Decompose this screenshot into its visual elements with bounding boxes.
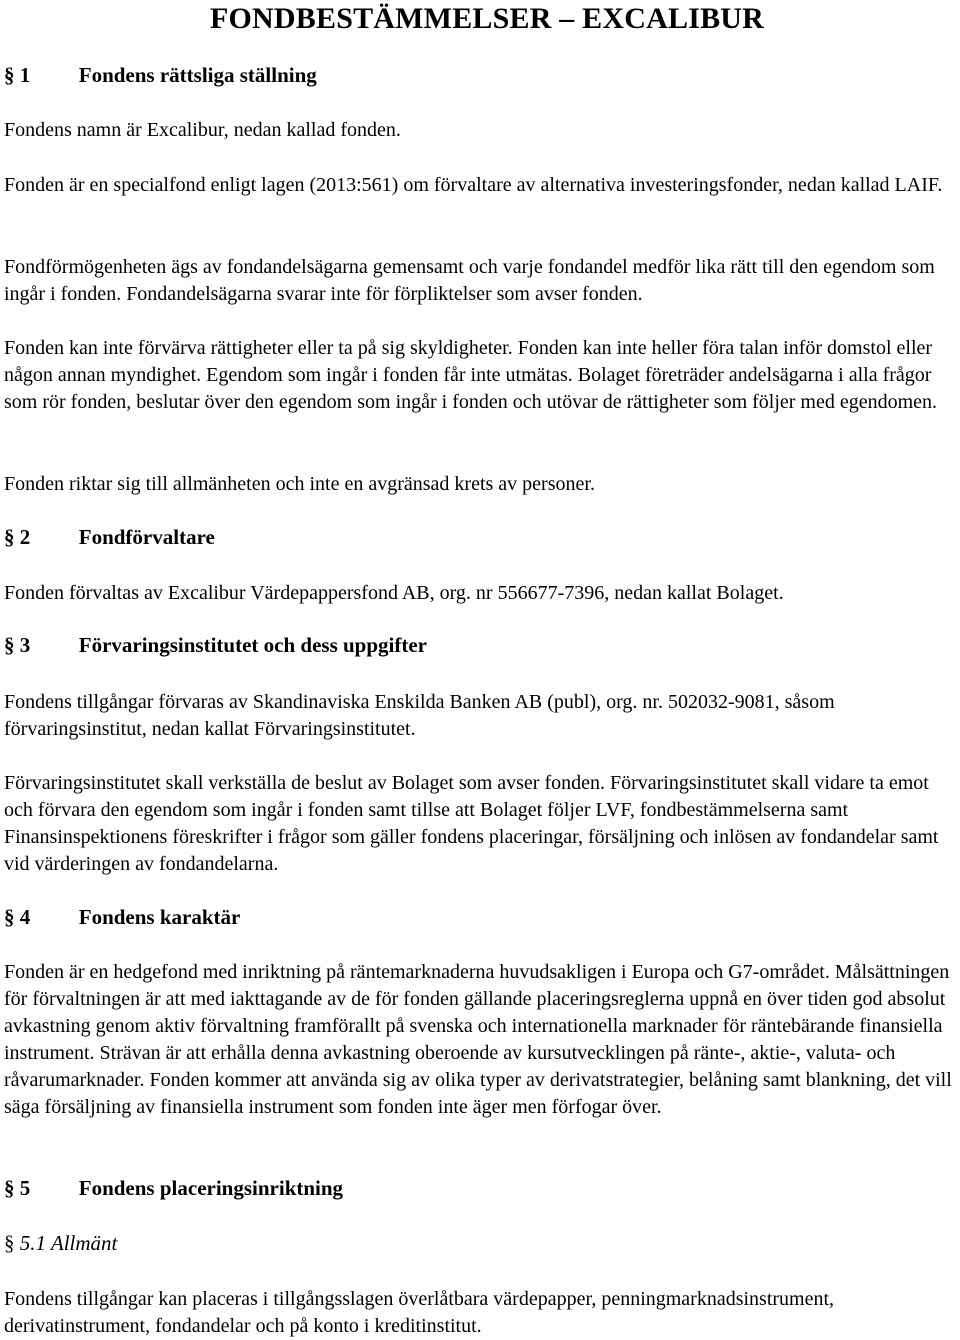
section-heading-2 [4,525,215,550]
paragraph: Fondens namn är Excalibur, nedan kallad fonden. [4,119,401,141]
paragraph: Fonden kan inte förvärva rättigheter eller ta på sig skyldigheter. Fonden kan inte heller föra talan inför domstol eller någon annan myndighet. Egendom som ingår i fonden får inte utmätas. Bolaget företräder andelsägarna i alla frågor som rör fonden, beslutar över den egendom som ingår i fonden och utövar de rättigheter som följer med egendomen. [4,337,938,413]
paragraph: Fonden riktar sig till allmänheten och inte en avgränsad krets av personer. [4,473,595,495]
section-heading-5 [4,1176,343,1201]
subsection-sign: § [4,1231,15,1255]
section-heading-4 [4,905,240,930]
section-title: Fondens karaktär [78,905,241,929]
section-heading-1 [4,63,317,88]
subsection-title: 5.1 Allmänt [19,1231,118,1255]
paragraph: Fonden är en specialfond enligt lagen (2013:561) om förvaltare av alternativa investeringsfonder, nedan kallad LAIF. [4,174,943,196]
section-heading-3 [4,633,427,658]
section-number: 4 [19,905,31,929]
section-title: Fondens placeringsinriktning [78,1176,344,1200]
paragraph: Fondförmögenheten ägs av fondandelsägarna gemensamt och varje fondandel medför lika rätt till den egendom som ingår i fonden. Fondandelsägarna svarar inte för förpliktelser som avser fonden. [4,256,935,305]
paragraph: Förvaringsinstitutet skall verkställa de beslut av Bolaget som avser fonden. Förvaringsinstitutet skall vidare ta emot och förvara den egendom som ingår i fonden samt tillse att Bolaget följer LVF, fondbestämmelserna samt Finansinspektionens föreskrifter i frågor som gäller fondens placeringar, försäljning och inlösen av fondandelar samt vid värderingen av fondandelarna. [4,772,939,875]
paragraph: Fonden är en hedgefond med inriktning på räntemarknaderna huvudsakligen i Europa och G7-området. Målsättningen för förvaltningen är att med iakttagande av de för fonden gällande placeringsreglerna uppnå en över tiden god absolut avkastning genom aktiv förvaltning framförallt på svenska och internationella marknader för räntebärande finansiella instrument. Strävan är att erhålla denna avkastning oberoende av kursutvecklingen på ränte-, aktie-, valuta- och råvarumarknader. Fonden kommer att använda sig av olika typer av derivatstrategier, belåning samt blankning, det vill säga försäljning av finansiella instrument som fonden inte äger men förfogar över. [4,961,952,1118]
section-number: 3 [19,633,31,657]
section-title: Fondförvaltare [78,525,215,549]
section-title: Förvaringsinstitutet och dess uppgifter [78,633,427,657]
section-number: 2 [19,525,31,549]
section-title: Fondens rättsliga ställning [78,63,317,87]
section-sign: § [4,63,15,87]
section-sign: § [4,1176,15,1200]
page-title: FONDBESTÄMMELSER – EXCALIBUR [210,2,765,35]
paragraph: Fondens tillgångar förvaras av Skandinaviska Enskilda Banken AB (publ), org. nr. 502032-9081, såsom förvaringsinstitut, nedan kallat Förvaringsinstitutet. [4,691,835,740]
subsection-heading-5-1 [4,1231,117,1256]
section-sign: § [4,525,15,549]
section-number: 1 [19,63,31,87]
section-sign: § [4,905,15,929]
section-number: 5 [19,1176,31,1200]
paragraph: Fonden förvaltas av Excalibur Värdepappersfond AB, org. nr 556677-7396, nedan kallat Bolaget. [4,582,784,604]
section-sign: § [4,633,15,657]
paragraph: Fondens tillgångar kan placeras i tillgångsslagen överlåtbara värdepapper, penningmarknadsinstrument, derivatinstrument, fondandelar och på konto i kreditinstitut. [4,1288,835,1337]
